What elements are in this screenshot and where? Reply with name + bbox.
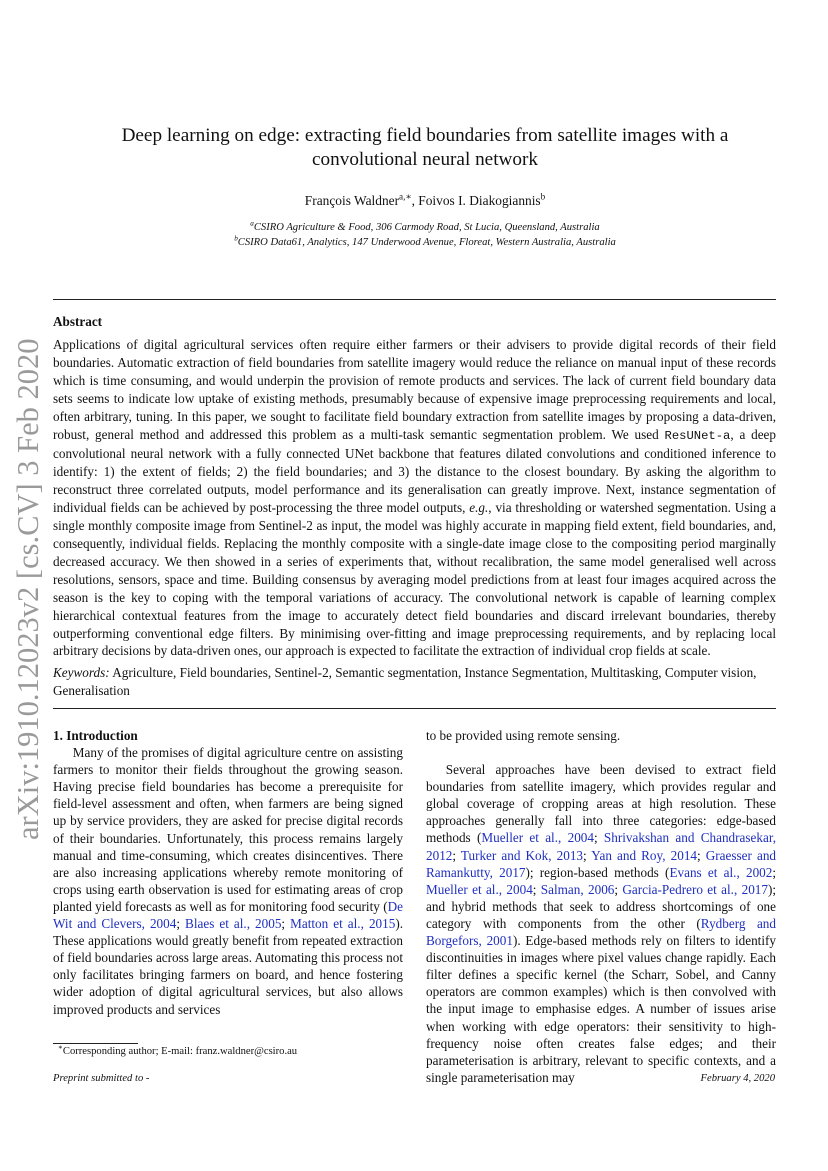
right-column xyxy=(426,727,776,1086)
footer-date: February 4, 2020 xyxy=(700,1073,775,1084)
citation-link[interactable]: Matton et al., 2015 xyxy=(290,916,396,932)
citation-link[interactable]: Garcia-Pedrero et al., 2017 xyxy=(622,881,768,897)
citation-year: 2006 xyxy=(588,881,615,897)
citation-year: 2004 xyxy=(149,916,177,932)
citation-author: Shrivakshan and Chandrasekar xyxy=(603,830,773,846)
footnote-divider xyxy=(53,1043,138,1044)
paragraph-text: ). Edge-based methods rely on filters to identify discontinuities in images where pixel values change rapidly. Each filter defines a specific kernel (the Scharr, Sobel, and Canny operators are common examples) which is then convolved with the input image to emphasise edges. A number of issues arise when working with edge operators: their sensitivity to high-frequency noise often creates false edges; and their parameterisation is arbitrary, relevant to specific contexts, and a single parameterisation may xyxy=(426,933,776,1085)
citation-link[interactable]: Rydberg and Borgefors, 2001 xyxy=(426,915,776,949)
citation-author: Rydberg and Borgefors xyxy=(426,915,776,949)
citation-link[interactable]: Blaes et al., 2005 xyxy=(185,916,282,932)
footnote xyxy=(58,1043,298,1057)
abstract-text-part: Applications of digital agricultural services often require either farmers or their advisers to provide digital records of their field boundaries. Automatic extraction of field boundaries from satellite imagery would reduce the reliance on manual input of these records which is time consuming, and would underpin the provision of remote products and services. The lack of current field boundary data sets seems to indicate low uptake of existing methods, presumably because of expensive image preprocessing requirements and local, often arbitrary, tuning. In this paper, we sought to facilitate field boundary extraction from satellite images by proposing a data-driven, robust, general method and addressed this problem as a multi-task semantic segmentation problem. We used xyxy=(53,337,776,442)
title-line-2: convolutional neural network xyxy=(312,149,538,170)
citation-author: Mueller et al. xyxy=(426,881,499,897)
affiliation-text: CSIRO Data61, Analytics, 147 Underwood Avenue, Floreat, Western Australia, Australia xyxy=(237,236,616,248)
citation-link[interactable]: Mueller et al., 2004 xyxy=(481,830,594,846)
paragraph-text: Several approaches have been devised to extract field boundaries from satellite imagery, which provides regular and global coverage of cropping areas at high resolution. These approaches generally fall into three categories: edge-based methods ( xyxy=(426,762,776,846)
affiliation-mark: a xyxy=(250,219,254,228)
citation-author: Turker and Kok xyxy=(460,847,549,863)
citation-year: 2004 xyxy=(567,830,594,846)
citation-link[interactable]: Mueller et al., 2004 xyxy=(426,881,533,897)
citation-link[interactable]: De Wit and Clevers, 2004 xyxy=(53,898,403,932)
affiliations xyxy=(60,221,790,250)
citation-year: 2017 xyxy=(499,864,526,880)
citation-link[interactable]: Evans et al., 2002 xyxy=(669,864,773,880)
citation-year: 2005 xyxy=(255,916,282,932)
footnote-mark: ∗ xyxy=(58,1043,63,1052)
footnote-text: Corresponding author; E-mail: franz.waldner@csiro.au xyxy=(62,1046,298,1057)
citation-year: 2002 xyxy=(745,864,773,880)
affiliation-b xyxy=(60,233,790,251)
intro-paragraph-1: Many of the promises of digital agriculture centre on assisting farmers to monitor their fields throughout the growing season. Having precise field boundaries has become a prerequisite for field-level assessment and often, when farmers are being signed up by service providers, they are asked for precise digital records of their boundaries. Unfortunately, this process remains largely manual and time-consuming, which creates disincentives. There are also increasing applications whereby remote monitoring of crops using earth observation is used for estimating areas of crop planted yield forecasts as well as for monitoring food security (De Wit and Clevers, 2004; Blaes et al., 2005; Matton et al., 2015). These applications would greatly benefit from repeated extraction of field boundaries across large areas. Automating this process not only facilitates bringing farmers on board, and hence fostering wider adoption of digital agricultural services, but also allows improved products and services xyxy=(53,745,404,1017)
paper-title xyxy=(60,124,790,172)
arxiv-identifier-stamp xyxy=(8,338,48,840)
abstract-text xyxy=(53,336,776,660)
abstract-text-part: , a deep convolutional neural network with a fully connected UNet backbone that features dilated convolutions and conditioned inference to identify: 1) the extent of fields; 2) the field boundaries; and 3) the distance to the closest boundary. By asking the algorithm to reconstruct three correlated outputs, model performance and its generalisation can greatly improve. Next, instance segmentation of individual fields can be achieved by post-processing the three model outputs, xyxy=(53,426,776,516)
citation-year: 2001 xyxy=(486,933,513,949)
top-divider xyxy=(53,299,776,300)
model-name: ResUNet-a xyxy=(664,428,731,443)
intro-paragraph-1-continued: to be provided using remote sensing. xyxy=(426,728,621,743)
citation-year: 2015 xyxy=(368,916,396,932)
citation-link[interactable]: Salman, 2006 xyxy=(540,881,615,897)
arxiv-identifier-text: arXiv:1910.12023v2 [cs.CV] 3 Feb 2020 xyxy=(11,338,45,840)
bottom-divider xyxy=(53,708,776,709)
author-affiliation-mark: b xyxy=(540,191,546,202)
section-heading: 1. Introduction xyxy=(53,728,138,743)
citation-author: Evans et al. xyxy=(669,864,737,880)
keywords-label: Keywords: xyxy=(53,665,110,680)
citation-author: De Wit and Clevers xyxy=(53,898,403,932)
abstract-eg: e.g. xyxy=(469,500,489,516)
citation-link[interactable]: Turker and Kok, 2013 xyxy=(460,847,583,863)
paragraph-text: ); and hybrid methods that seek to address shortcomings of one category with components from the other ( xyxy=(426,881,777,931)
citation-author: Mueller et al. xyxy=(481,830,559,846)
paragraph-text: Many of the promises of digital agriculture centre on assisting farmers to monitor their fields throughout the growing season. Having precise field boundaries has become a prerequisite for field-level assessment and often, when farmers are being signed up by service providers, they are asked for precise digital records of their boundaries. Unfortunately, this process remains largely manual and time-consuming, which creates disincentives. There are also increasing applications whereby remote monitoring of crops using earth observation is used for estimating areas of crop planted yield forecasts as well as for monitoring food security ( xyxy=(53,745,403,914)
author-name: François Waldner xyxy=(304,193,400,208)
title-line-1: Deep learning on edge: extracting field boundaries from satellite images with a xyxy=(121,125,729,146)
affiliation-text: CSIRO Agriculture & Food, 306 Carmody Road, St Lucia, Queensland, Australia xyxy=(253,222,600,233)
citation-year: 2004 xyxy=(506,881,533,897)
citation-year: 2012 xyxy=(426,847,453,863)
keywords-text: Agriculture, Field boundaries, Sentinel-2, Semantic segmentation, Instance Segmentation, Multitasking, Computer vision, Generalisation xyxy=(53,665,757,698)
author-separator: , xyxy=(411,193,419,208)
citation-author: Matton et al. xyxy=(290,916,361,932)
citation-link[interactable]: Shrivakshan and Chandrasekar, 2012 xyxy=(426,830,776,863)
citation-link[interactable]: Yan and Roy, 2014 xyxy=(591,847,698,863)
citation-author: Graesser and Ramankutty xyxy=(426,847,777,880)
citation-year: 2013 xyxy=(556,847,583,863)
citation-year: 2014 xyxy=(670,847,698,863)
paragraph-text: ); region-based methods ( xyxy=(525,864,670,880)
citation-author: Blaes et al. xyxy=(185,916,247,932)
left-column xyxy=(53,727,403,1018)
citation-author: Salman xyxy=(540,881,581,897)
abstract-text-part: , via thresholding or watershed segmentation. Using a single monthly composite image from Sentinel-2 as input, the model was highly accurate in mapping field extent, field boundaries, and, consequently, individual fields. Replacing the monthly composite with a single-date image close to the compositing period marginally decreased accuracy. We then showed in a series of experiments that, without recalibration, the same model generalised well across resolutions, sensors, space and time. Building consensus by averaging model predictions from at least four images acquired across the season is the key to coping with the temporal variations of accuracy. The convolutional network is capable of learning complex hierarchical contextual features from the image to accurately detect field boundaries and discard irrelevant boundaries, thereby outperforming conventional edge filters. By minimising over-fitting and image preprocessing requirements, and by replacing local arbitrary decisions by data-driven ones, our approach is expected to facilitate the extraction of individual crop fields at scale. xyxy=(53,500,776,659)
citation-link[interactable]: Graesser and Ramankutty, 2017 xyxy=(426,847,777,880)
footer-preprint-note: Preprint submitted to - xyxy=(53,1073,150,1084)
abstract-heading: Abstract xyxy=(53,314,103,329)
citation-author: Yan and Roy xyxy=(591,847,663,863)
author-name: Foivos I. Diakogiannis xyxy=(418,193,541,208)
author-list xyxy=(60,193,790,209)
intro-paragraph-2: Several approaches have been devised to extract field boundaries from satellite imagery, which provides regular and global coverage of cropping areas at high resolution. These approaches generally fall into three categories: edge-based methods (Mueller et al., 2004; Shrivakshan and Chandrasekar, 2012; Turker and Kok, 2013; Yan and Roy, 2014; Graesser and Ramankutty, 2017); region-based methods (Evans et al., 2002; Mueller et al., 2004; Salman, 2006; Garcia-Pedrero et al., 2017); and hybrid methods that seek to address shortcomings of one category with components from the other (Rydberg and Borgefors, 2001). Edge-based methods rely on filters to identify discontinuities in images where pixel values change rapidly. Each filter defines a specific kernel (the Scharr, Sobel, and Canny operators are common examples) which is then convolved with the input image to emphasise edges. A number of issues arise when working with edge operators: their sensitivity to high-frequency noise often creates false edges; and their parameterisation is arbitrary, relevant to specific contexts, and a single parameterisation may xyxy=(426,762,777,1085)
keywords xyxy=(53,664,776,700)
paragraph-text: ). These applications would greatly benefit from repeated extraction of field boundaries across large areas. Automating this process not only facilitates bringing farmers on board, and hence fostering wider adoption of digital agricultural services, but also allows improved products and services xyxy=(53,916,404,1017)
affiliation-mark: b xyxy=(234,233,238,242)
affiliation-a xyxy=(60,221,790,236)
author-affiliation-mark: a,∗ xyxy=(399,191,412,202)
citation-author: Garcia-Pedrero et al. xyxy=(622,881,734,897)
citation-year: 2017 xyxy=(741,881,768,897)
